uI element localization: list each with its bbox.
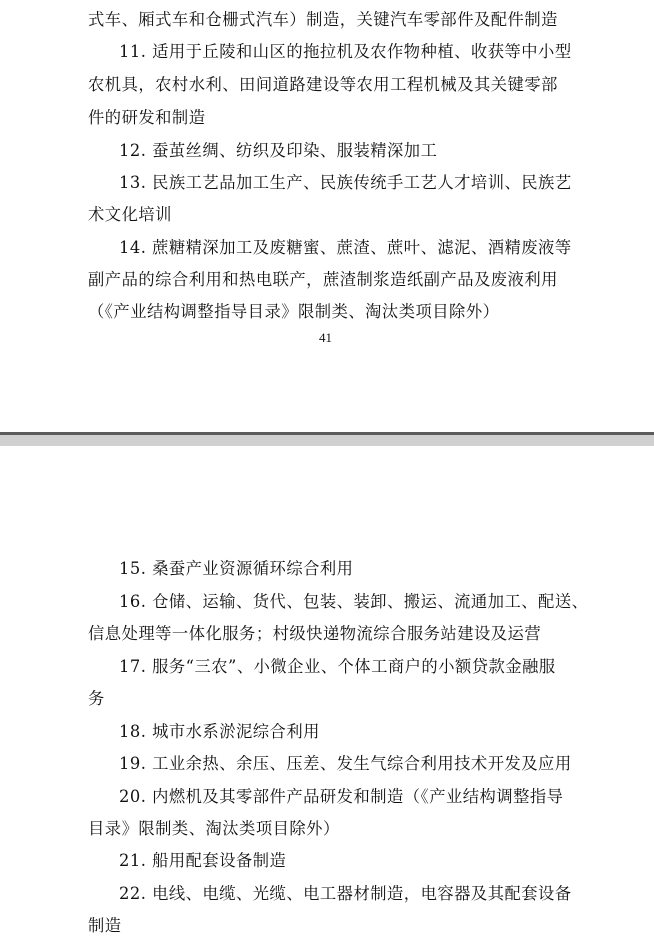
list-item-20: 20. 内燃机及其零部件产品研发和制造（《产业结构调整指导 [119,787,564,806]
list-item-18: 18. 城市水系淤泥综合利用 [119,722,320,741]
text-line: 务 [88,689,105,708]
list-item-21: 21. 船用配套设备制造 [119,851,287,870]
text-line: 件的研发和制造 [88,108,206,127]
list-item-15: 15. 桑蚕产业资源循环综合利用 [119,559,354,578]
text-line: 农机具，农村水利、田间道路建设等农用工程机械及其关键零部 [88,75,558,94]
text-line: 式车、厢式车和仓栅式汽车）制造，关键汽车零部件及配件制造 [88,10,558,29]
text-line: 副产品的综合利用和热电联产，蔗渣制浆造纸副产品及废液利用 [88,270,558,289]
list-item-17: 17. 服务“三农”、小微企业、个体工商户的小额贷款金融服 [119,657,556,676]
text-line: 信息处理等一体化服务；村级快递物流综合服务站建设及运营 [88,624,542,643]
page-separator [0,432,654,446]
list-item-16: 16. 仓储、运输、货代、包装、装卸、搬运、流通加工、配送、 [119,592,589,611]
document-page-top [0,0,654,432]
text-line: （《产业结构调整指导目录》限制类、淘汰类项目除外） [88,302,500,321]
text-line: 目录》限制类、淘汰类项目除外） [88,819,340,838]
text-line: 制造 [88,916,122,935]
document-page-bottom [0,446,654,935]
list-item-22: 22. 电线、电缆、光缆、电工器材制造，电容器及其配套设备 [119,884,572,903]
text-line: 术文化培训 [88,205,172,224]
list-item-14: 14. 蔗糖精深加工及废糖蜜、蔗渣、蔗叶、滤泥、酒精废液等 [119,238,572,257]
list-item-12: 12. 蚕茧丝绸、纺织及印染、服装精深加工 [119,141,438,160]
list-item-11: 11. 适用于丘陵和山区的拖拉机及农作物种植、收获等中小型 [119,42,572,61]
list-item-19: 19. 工业余热、余压、压差、发生气综合利用技术开发及应用 [119,754,572,773]
list-item-13: 13. 民族工艺品加工生产、民族传统手工艺人才培训、民族艺 [119,173,572,192]
page-number: 41 [319,330,332,345]
